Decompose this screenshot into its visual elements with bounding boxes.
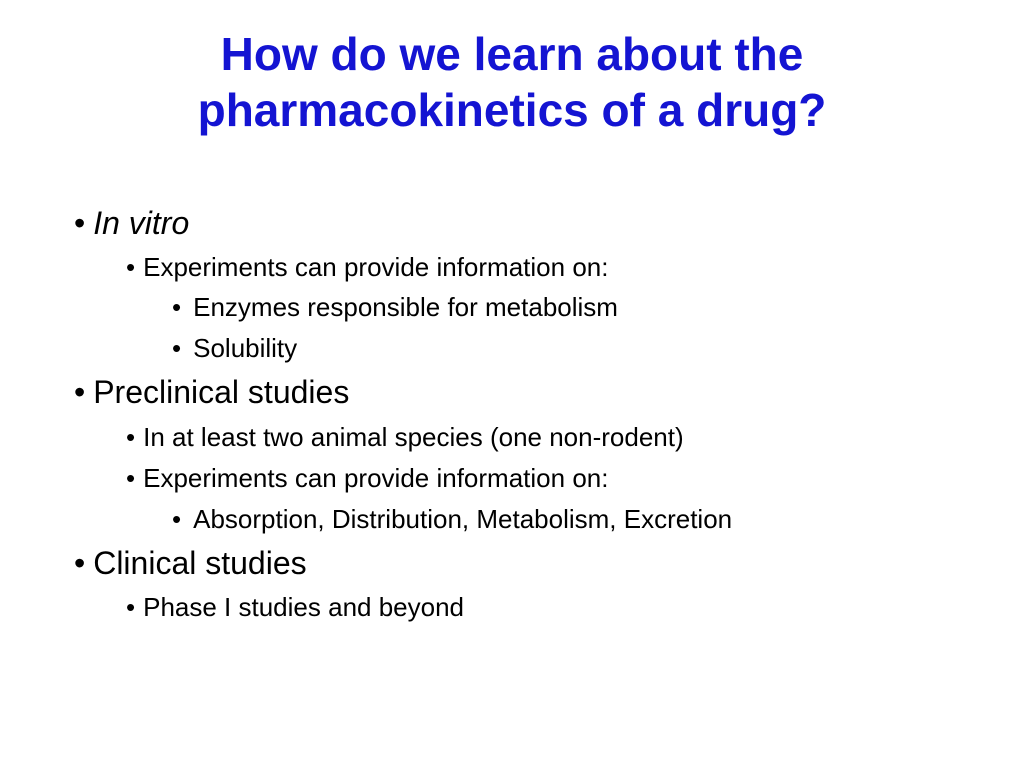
bullet-item-preclinical: [74, 372, 349, 412]
bullet-text: Solubility: [193, 333, 298, 363]
bullet-item-experiments-info-1: [126, 250, 608, 284]
bullet-text: Phase I studies and beyond: [143, 592, 465, 622]
bullet-glyph: •: [126, 252, 136, 282]
bullet-text: Preclinical studies: [93, 374, 350, 410]
bullet-text: Clinical studies: [93, 545, 307, 581]
bullet-item-clinical: [74, 543, 307, 583]
bullet-glyph: •: [126, 463, 136, 493]
bullet-glyph: •: [74, 205, 86, 241]
bullet-text: In at least two animal species (one non-rodent): [143, 422, 684, 452]
bullet-glyph: •: [172, 292, 182, 322]
bullet-item-enzymes: [172, 290, 618, 324]
bullet-glyph: •: [126, 592, 136, 622]
bullet-text: Absorption, Distribution, Metabolism, Excretion: [193, 504, 733, 534]
bullet-item-solubility: [172, 331, 297, 365]
bullet-glyph: •: [172, 504, 182, 534]
bullet-item-animal-species: [126, 420, 684, 454]
bullet-glyph: •: [74, 545, 86, 581]
bullet-item-in-vitro: [74, 203, 189, 243]
bullet-item-adme: [172, 502, 732, 536]
bullet-item-experiments-info-2: [126, 461, 608, 495]
bullet-text: Experiments can provide information on:: [143, 463, 609, 493]
slide-title-line-1: How do we learn about the: [220, 28, 804, 80]
bullet-text: Enzymes responsible for metabolism: [193, 292, 618, 322]
slide-title-line-2: pharmacokinetics of a drug?: [197, 84, 827, 136]
bullet-item-phase-one: [126, 590, 464, 624]
bullet-text: Experiments can provide information on:: [143, 252, 609, 282]
bullet-glyph: •: [74, 374, 86, 410]
bullet-text: In vitro: [93, 205, 190, 241]
bullet-glyph: •: [172, 333, 182, 363]
bullet-glyph: •: [126, 422, 136, 452]
